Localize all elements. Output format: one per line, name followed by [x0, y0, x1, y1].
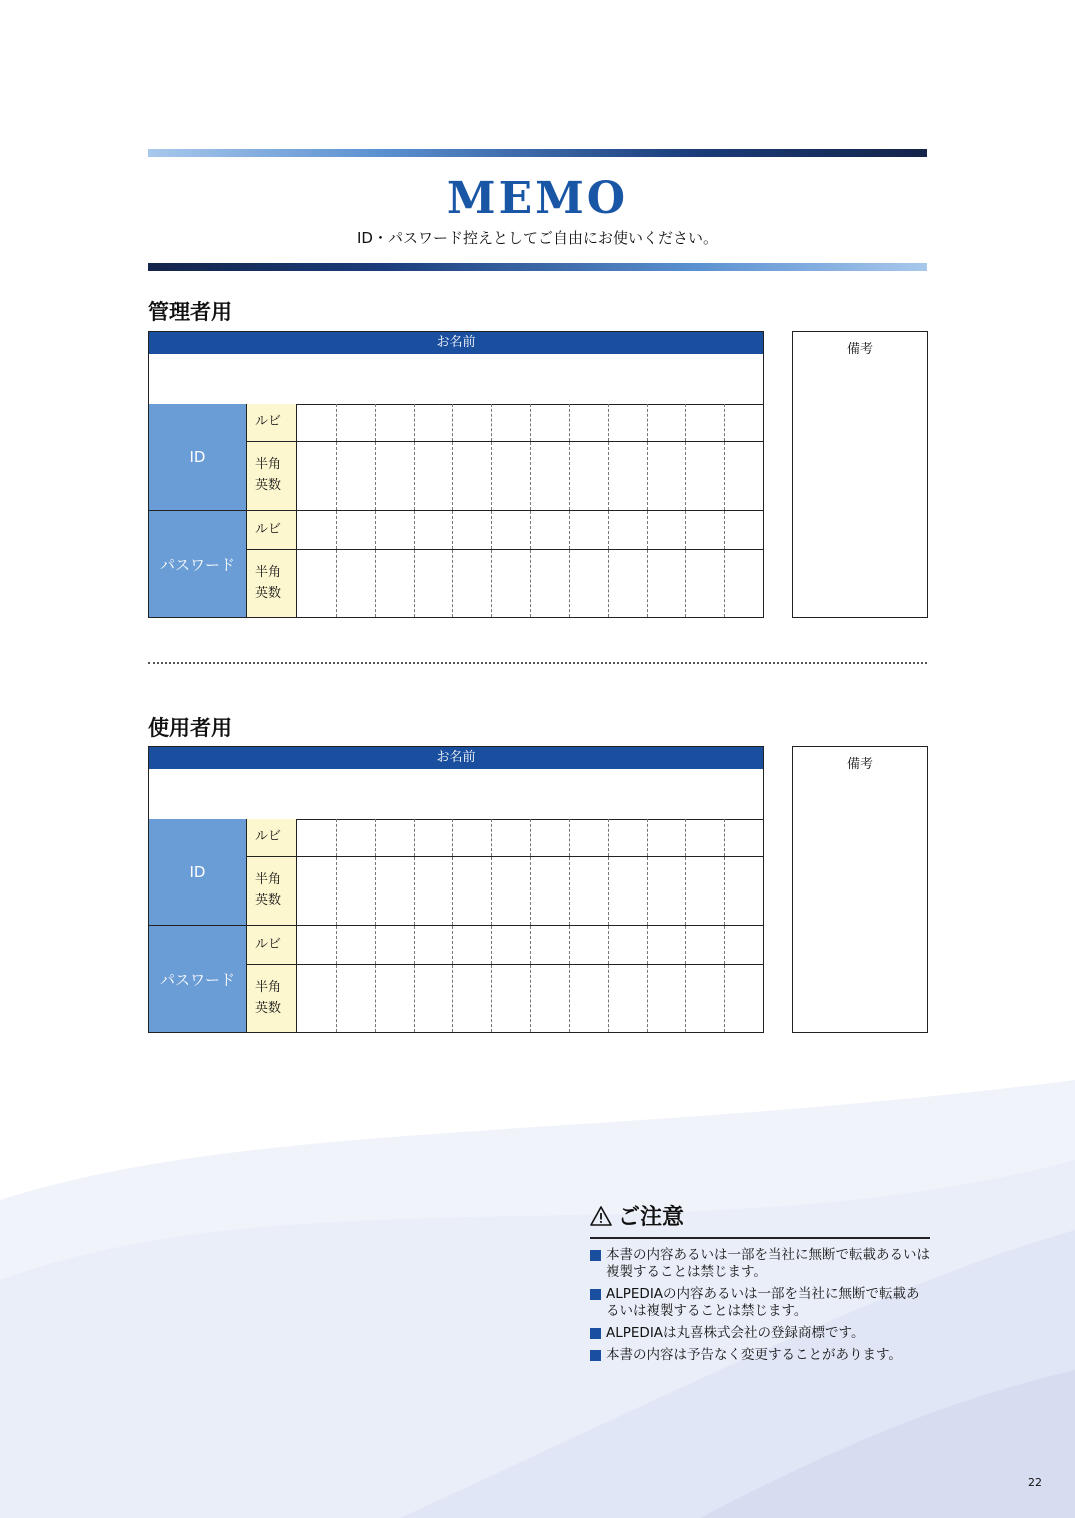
- cell-divider: [452, 511, 453, 549]
- cell-divider: [724, 550, 725, 617]
- cell-divider: [685, 511, 686, 549]
- cell-divider: [491, 819, 492, 856]
- name-header: お名前: [149, 747, 763, 769]
- cell-divider: [569, 404, 570, 441]
- cell-divider: [530, 511, 531, 549]
- cell-divider: [608, 965, 609, 1032]
- cell-divider: [685, 926, 686, 964]
- cell-divider: [608, 857, 609, 925]
- name-header: お名前: [149, 332, 763, 354]
- cell-divider: [530, 965, 531, 1032]
- cell-divider: [491, 857, 492, 925]
- section-title-user: 使用者用: [148, 716, 232, 740]
- id-ruby-label: ルビ: [247, 404, 297, 442]
- cell-divider: [569, 819, 570, 856]
- password-alnum-cells[interactable]: [297, 965, 763, 1032]
- cell-divider: [647, 550, 648, 617]
- notes-box-user[interactable]: [792, 746, 928, 1033]
- password-ruby-cells[interactable]: [297, 511, 763, 550]
- cell-divider: [452, 550, 453, 617]
- header-gradient-bar-top: [148, 149, 927, 157]
- notes-label: 備考: [846, 342, 873, 357]
- cell-divider: [530, 442, 531, 510]
- cell-divider: [491, 926, 492, 964]
- notes-box-admin[interactable]: [792, 331, 928, 618]
- cell-divider: [375, 926, 376, 964]
- cell-divider: [375, 442, 376, 510]
- caution-divider: [590, 1237, 930, 1239]
- notes-label: 備考: [846, 757, 873, 772]
- memo-title: MEMO: [446, 173, 629, 224]
- cell-divider: [647, 926, 648, 964]
- cell-divider: [414, 442, 415, 510]
- cell-divider: [724, 857, 725, 925]
- id-alnum-label: 半角 英数: [247, 857, 297, 926]
- cell-divider: [608, 550, 609, 617]
- caution-heading: [590, 1200, 930, 1231]
- cell-divider: [414, 404, 415, 441]
- bullet-square-icon: [590, 1250, 601, 1261]
- cell-divider: [452, 442, 453, 510]
- cell-divider: [452, 857, 453, 925]
- cell-divider: [530, 404, 531, 441]
- password-ruby-cells[interactable]: [297, 926, 763, 965]
- header-gradient-bar-bottom: [148, 263, 927, 271]
- caution-section: [590, 1200, 930, 1369]
- cell-divider: [724, 965, 725, 1032]
- cell-divider: [569, 857, 570, 925]
- cell-divider: [647, 819, 648, 856]
- password-alnum-label: 半角 英数: [247, 965, 297, 1032]
- cell-divider: [608, 819, 609, 856]
- cell-divider: [414, 965, 415, 1032]
- cell-divider: [647, 404, 648, 441]
- id-category-label: ID: [149, 819, 247, 926]
- cell-divider: [608, 926, 609, 964]
- warning-icon: [590, 1206, 612, 1226]
- cell-divider: [452, 404, 453, 441]
- cell-divider: [336, 926, 337, 964]
- password-category-label: パスワード: [149, 926, 247, 1032]
- cell-divider: [491, 550, 492, 617]
- cell-divider: [375, 404, 376, 441]
- cell-divider: [724, 926, 725, 964]
- cell-divider: [685, 550, 686, 617]
- cell-divider: [452, 965, 453, 1032]
- cell-divider: [491, 965, 492, 1032]
- cell-divider: [569, 965, 570, 1032]
- bullet-square-icon: [590, 1350, 601, 1361]
- cell-divider: [336, 404, 337, 441]
- cell-divider: [530, 819, 531, 856]
- cell-divider: [647, 965, 648, 1032]
- cell-divider: [491, 404, 492, 441]
- cell-divider: [724, 442, 725, 510]
- cell-divider: [685, 404, 686, 441]
- cell-divider: [724, 511, 725, 549]
- cell-divider: [647, 857, 648, 925]
- cell-divider: [375, 965, 376, 1032]
- cell-divider: [569, 550, 570, 617]
- cell-divider: [685, 965, 686, 1032]
- cell-divider: [685, 442, 686, 510]
- name-input-area[interactable]: [149, 769, 763, 820]
- dotted-separator: [148, 662, 927, 664]
- cell-divider: [414, 511, 415, 549]
- memo-form-admin: [148, 331, 764, 618]
- id-ruby-cells[interactable]: [297, 819, 763, 857]
- page-number: 22: [1028, 1476, 1042, 1489]
- name-input-area[interactable]: [149, 354, 763, 405]
- memo-form-user: [148, 746, 764, 1033]
- password-alnum-cells[interactable]: [297, 550, 763, 617]
- cell-divider: [375, 511, 376, 549]
- cell-divider: [608, 404, 609, 441]
- cell-divider: [569, 511, 570, 549]
- section-title-admin: 管理者用: [148, 300, 232, 324]
- cell-divider: [685, 819, 686, 856]
- password-category-label: パスワード: [149, 511, 247, 617]
- cell-divider: [414, 819, 415, 856]
- cell-divider: [452, 819, 453, 856]
- cell-divider: [647, 442, 648, 510]
- cell-divider: [569, 442, 570, 510]
- cell-divider: [336, 965, 337, 1032]
- caution-item: ALPEDIAは丸喜株式会社の登録商標です。: [590, 1325, 930, 1342]
- cell-divider: [685, 857, 686, 925]
- cell-divider: [608, 442, 609, 510]
- id-ruby-cells[interactable]: [297, 404, 763, 442]
- caution-list: [590, 1247, 930, 1364]
- id-category-label: ID: [149, 404, 247, 511]
- cell-divider: [608, 511, 609, 549]
- cell-divider: [569, 926, 570, 964]
- cell-divider: [336, 819, 337, 856]
- password-ruby-label: ルビ: [247, 511, 297, 550]
- cell-divider: [491, 442, 492, 510]
- cell-divider: [375, 550, 376, 617]
- password-alnum-label: 半角 英数: [247, 550, 297, 617]
- bullet-square-icon: [590, 1289, 601, 1300]
- cell-divider: [414, 857, 415, 925]
- cell-divider: [724, 404, 725, 441]
- id-alnum-cells[interactable]: [297, 857, 763, 926]
- cell-divider: [647, 511, 648, 549]
- password-ruby-label: ルビ: [247, 926, 297, 965]
- cell-divider: [336, 857, 337, 925]
- cell-divider: [375, 857, 376, 925]
- id-alnum-cells[interactable]: [297, 442, 763, 511]
- caution-item: ALPEDIAの内容あるいは一部を当社に無断で転載あるいは複製することは禁じます。: [590, 1286, 930, 1320]
- cell-divider: [414, 550, 415, 617]
- memo-subtitle: ID・パスワード控えとしてご自由にお使いください。: [357, 229, 718, 247]
- caution-item: 本書の内容は予告なく変更することがあります。: [590, 1347, 930, 1364]
- bullet-square-icon: [590, 1328, 601, 1339]
- cell-divider: [491, 511, 492, 549]
- cell-divider: [336, 550, 337, 617]
- cell-divider: [414, 926, 415, 964]
- cell-divider: [724, 819, 725, 856]
- cell-divider: [530, 926, 531, 964]
- cell-divider: [336, 442, 337, 510]
- cell-divider: [336, 511, 337, 549]
- caution-item: 本書の内容あるいは一部を当社に無断で転載あるいは複製することは禁じます。: [590, 1247, 930, 1281]
- id-alnum-label: 半角 英数: [247, 442, 297, 511]
- cell-divider: [452, 926, 453, 964]
- id-ruby-label: ルビ: [247, 819, 297, 857]
- cell-divider: [530, 550, 531, 617]
- cell-divider: [375, 819, 376, 856]
- cell-divider: [530, 857, 531, 925]
- caution-title: ご注意: [618, 1205, 685, 1230]
